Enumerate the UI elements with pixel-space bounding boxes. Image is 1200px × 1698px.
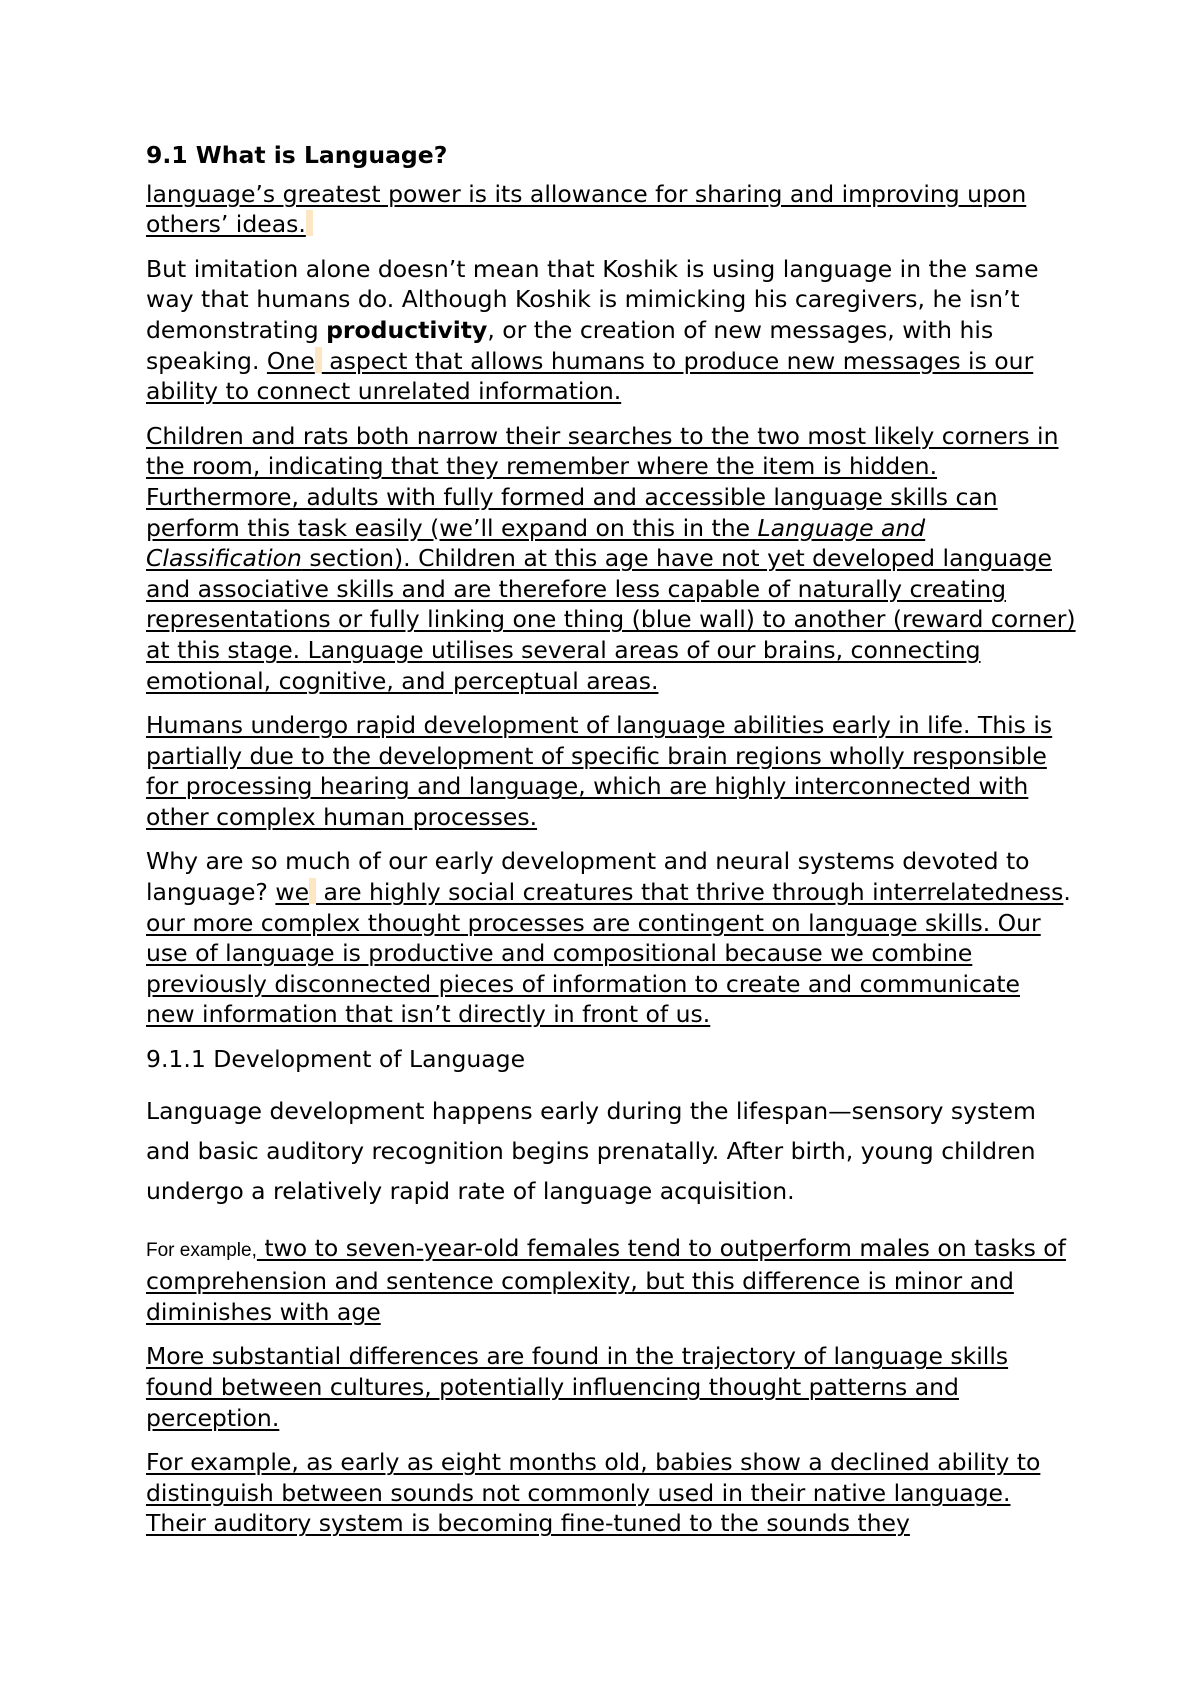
highlight-mark <box>309 878 316 904</box>
underlined-text: More substantial differences are found in the trajectory of language skills found between cultures, potentially influencing thought patterns and perception. <box>146 1342 1009 1432</box>
paragraph-5 <box>146 846 1076 1030</box>
underlined-text: Humans undergo rapid development of language abilities early in life. This is partially due to the development of specific brain regions wholly responsible for processing hearing and language, which are highly interconnected with other complex human processes. <box>146 711 1053 831</box>
paragraph-2 <box>146 254 1076 407</box>
italic-term: Language and Classification <box>146 513 926 573</box>
underlined-text: Their auditory system is becoming fine-tuned to the sounds they <box>146 1509 910 1538</box>
body-text: Why are so much of our early development and neural systems devoted to language? <box>146 847 1030 907</box>
underlined-text: we <box>275 878 310 907</box>
document-body <box>146 140 1076 1553</box>
paragraph-4 <box>146 710 1076 832</box>
underlined-text: For example, as early as eight months old, babies show a declined ability to distinguish between sounds not commonly used in their native language. <box>146 1448 1041 1507</box>
highlight-mark <box>306 210 313 236</box>
paragraph-9 <box>146 1447 1076 1539</box>
underlined-text: aspect that allows humans to produce new messages is our ability to connect unrelated information. <box>146 346 1034 406</box>
subsection-heading: 9.1.1 Development of Language <box>146 1045 526 1074</box>
underlined-text: two to seven-year-old females tend to outperform males on tasks of comprehension and sentence complexity, but this difference is minor and diminishes with age <box>146 1233 1066 1326</box>
underlined-text: One <box>266 346 315 375</box>
paragraph-8 <box>146 1341 1076 1433</box>
paragraph-6: Language development happens early during the lifespan—sensory system and basic auditory recognition begins prenatally. After birth, young children undergo a relatively rapid rate of language acquisition. <box>146 1096 1036 1205</box>
body-text: , or the creation of new messages, with his speaking. <box>146 315 994 375</box>
small-text: For example, <box>146 1239 257 1261</box>
underlined-text: Children and rats both narrow their searches to the two most likely corners in the room, indicating that they remember where the item is hidden. Furthermore, adults with fully formed and accessible language skills can perform this task easily (we’ll expand on this in the <box>146 421 1059 542</box>
paragraph-3 <box>146 421 1076 696</box>
body-text: . <box>1063 878 1071 907</box>
underlined-text: are highly social creatures that thrive through interrelatedness <box>316 878 1064 907</box>
underlined-text: language’s greatest power is its allowance for sharing and improving upon others’ ideas. <box>146 179 1027 239</box>
section-heading: 9.1 What is Language? <box>146 141 448 169</box>
bold-term: productivity <box>326 315 488 344</box>
highlight-mark <box>315 347 322 373</box>
underlined-text: our more complex thought processes are contingent on language skills. Our use of language is productive and compositional because we combine previously disconnected pieces of information to create and communicate new information that isn’t directly in front of us. <box>146 908 1041 1029</box>
body-text: But imitation alone doesn’t mean that Koshik is using language in the same way that humans do. Although Koshik is mimicking his caregivers, he isn’t demonstrating <box>146 254 1039 344</box>
paragraph-1 <box>146 179 1076 240</box>
underlined-text: section). Children at this age have not yet developed language and associative skills and are therefore less capable of naturally creating representations or fully linking one thing (blue wall) to another (reward corner) at this stage. Language utilises several areas of our brains, connecting emotional, cognitive, and perceptual areas. <box>146 544 1076 695</box>
paragraph-7 <box>146 1233 1076 1328</box>
